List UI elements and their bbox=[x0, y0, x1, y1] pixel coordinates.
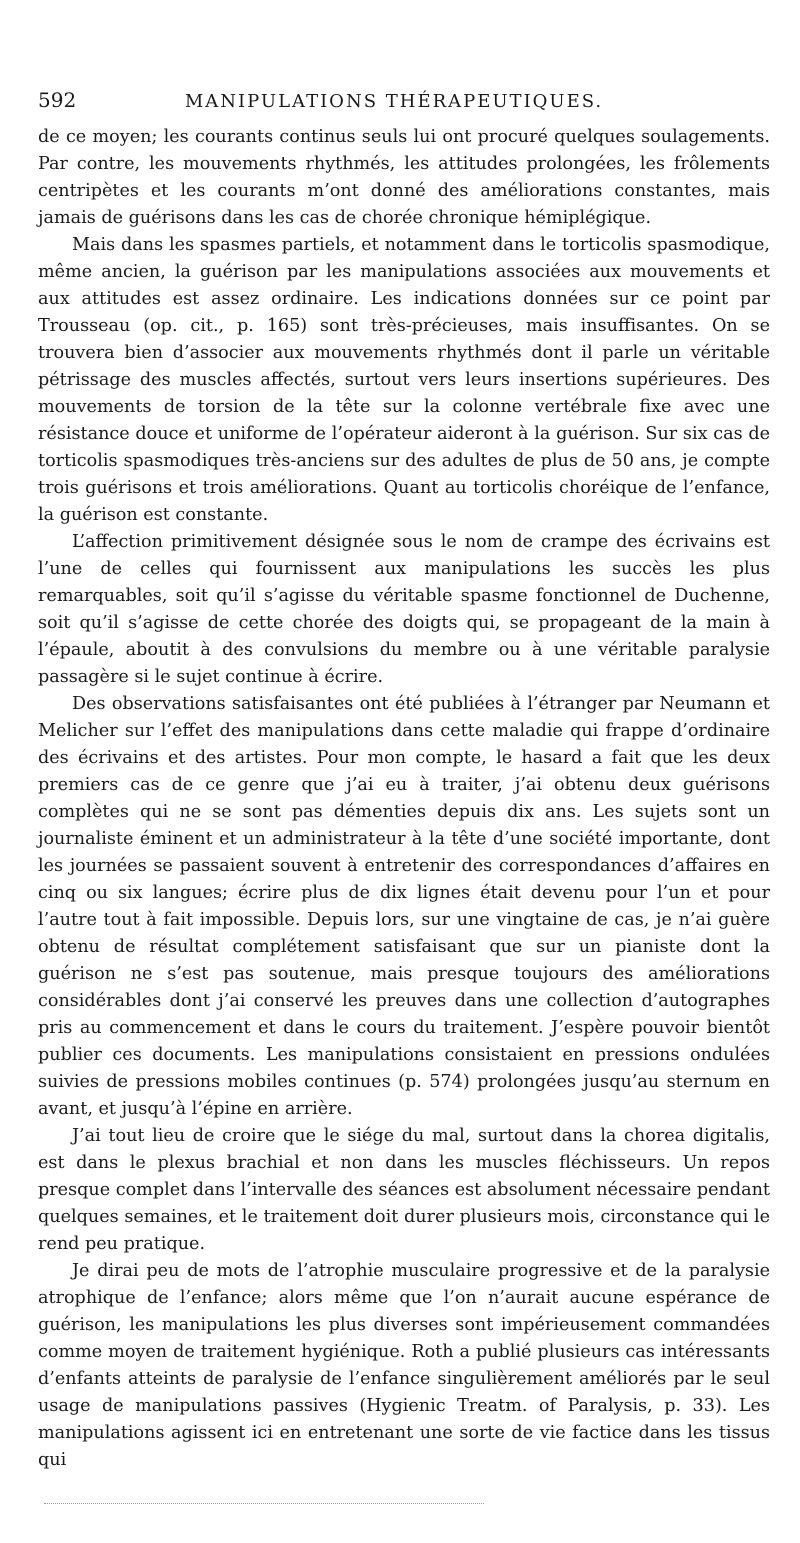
paragraph-1: de ce moyen; les courants continus seuls lui ont procuré quelques soulagements. Par contre, les mouvements rhythmés, les attitudes prolongées, les frôlements centripètes et les courants m’ont donné des améliorations constantes, mais jamais de guérisons dans les cas de chorée chronique hémiplégique. bbox=[38, 127, 770, 228]
page-number: 592 bbox=[38, 88, 77, 112]
footer-rule bbox=[44, 1503, 484, 1504]
running-title: MANIPULATIONS THÉRAPEUTIQUES. bbox=[184, 91, 604, 112]
page-header bbox=[38, 88, 770, 118]
paragraph-6: Je dirai peu de mots de l’atrophie musculaire progressive et de la paralysie atrophique de l’enfance; alors même que l’on n’aurait aucune espérance de guérison, les manipulations les plus diverses sont impérieusement commandées comme moyen de traitement hygiénique. Roth a publié plusieurs cas intéressants d’enfants atteints de paralysie de l’enfance singulièrement améliorés par le seul usage de manipulations passives (Hygienic Treatm. of Paralysis, p. 33). Les manipulations agissent ici en entretenant une sorte de vie factice dans les tissus qui bbox=[38, 1261, 770, 1470]
book-page bbox=[38, 88, 770, 1474]
paragraph-2: Mais dans les spasmes partiels, et notamment dans le torticolis spasmodique, même ancien, la guérison par les manipulations associées aux mouvements et aux attitudes est assez ordinaire. Les indications données sur ce point par Trousseau (op. cit., p. 165) sont très-précieuses, mais insuffisantes. On se trouvera bien d’associer aux mouvements rhythmés dont il parle un véritable pétrissage des muscles affectés, surtout vers leurs insertions supérieures. Des mouvements de torsion de la tête sur la colonne vertébrale fixe avec une résistance douce et uniforme de l’opérateur aideront à la guérison. Sur six cas de torticolis spasmodiques très-anciens sur des adultes de plus de 50 ans, je compte trois guérisons et trois améliorations. Quant au torticolis choréique de l’enfance, la guérison est constante. bbox=[38, 235, 770, 525]
paragraph-3: L’affection primitivement désignée sous le nom de crampe des écrivains est l’une de celles qui fournissent aux manipulations les succès les plus remarquables, soit qu’il s’agisse du véritable spasme fonctionnel de Duchenne, soit qu’il s’agisse de cette chorée des doigts qui, se propageant de la main à l’épaule, aboutit à des convulsions du membre ou à une véritable paralysie passagère si le sujet continue à écrire. bbox=[38, 532, 770, 687]
paragraph-4: Des observations satisfaisantes ont été publiées à l’étranger par Neumann et Melicher sur l’effet des manipulations dans cette maladie qui frappe d’ordinaire des écrivains et des artistes. Pour mon compte, le hasard a fait que les deux premiers cas de ce genre que j’ai eu à traiter, j’ai obtenu deux guérisons complètes qui ne se sont pas démenties depuis dix ans. Les sujets sont un journaliste éminent et un administrateur à la tête d’une société importante, dont les journées se passaient souvent à entretenir des correspondances d’affaires en cinq ou six langues; écrire plus de dix lignes était devenu pour l’un et pour l’autre tout à fait impossible. Depuis lors, sur une vingtaine de cas, je n’ai guère obtenu de résultat complétement satisfaisant que sur un pianiste dont la guérison ne s’est pas soutenue, mais presque toujours des améliorations considérables dont j’ai conservé les preuves dans une collection d’autographes pris au commencement et dans le cours du traitement. J’espère pouvoir bientôt publier ces documents. Les manipulations consistaient en pressions ondulées suivies de pressions mobiles continues (p. 574) prolongées jusqu’au sternum en avant, et jusqu’à l’épine en arrière. bbox=[38, 694, 770, 1119]
paragraph-5: J’ai tout lieu de croire que le siége du mal, surtout dans la chorea digitalis, est dans le plexus brachial et non dans les muscles fléchisseurs. Un repos presque complet dans l’intervalle des séances est absolument nécessaire pendant quelques semaines, et le traitement doit durer plusieurs mois, circonstance qui le rend peu pratique. bbox=[38, 1126, 770, 1254]
